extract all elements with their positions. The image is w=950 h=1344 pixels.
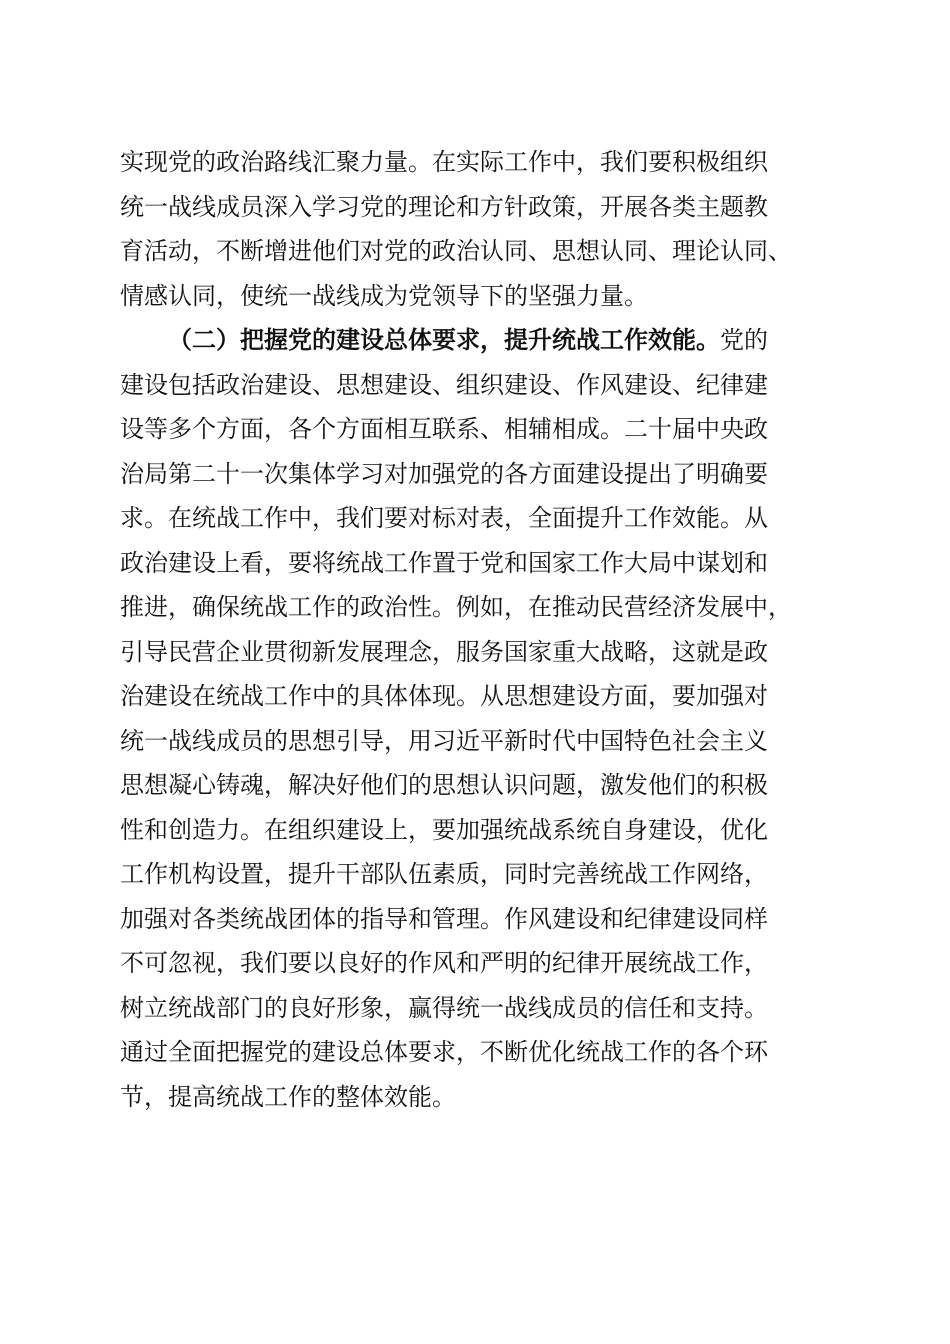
paragraph-line: 建设包括政治建设、思想建设、组织建设、作风建设、纪律建 <box>120 370 768 399</box>
paragraph-line: 不可忽视，我们要以良好的作风和严明的纪律开展统战工作， <box>120 949 768 977</box>
paragraph-line: 树立统战部门的良好形象，赢得统一战线成员的信任和支持。 <box>120 993 768 1022</box>
paragraph-text: 党的 <box>720 326 768 354</box>
section-heading: （二）把握党的建设总体要求，提升统战工作效能。 <box>168 326 720 354</box>
paragraph-line: 治建设在统战工作中的具体体现。从思想建设方面，要加强对 <box>120 682 768 710</box>
paragraph-line: 育活动，不断增进他们对党的政治认同、思想认同、理论认同、 <box>120 237 792 265</box>
paragraph-line: 设等多个方面，各个方面相互联系、相辅相成。二十届中央政 <box>120 415 768 443</box>
paragraph-line: 性和创造力。在组织建设上，要加强统战系统自身建设，优化 <box>120 815 768 844</box>
paragraph-line: 思想凝心铸魂，解决好他们的思想认识问题，激发他们的积极 <box>120 771 768 799</box>
paragraph-line: 工作机构设置，提升干部队伍素质，同时完善统战工作网络， <box>120 860 768 888</box>
paragraph-line: 政治建设上看，要将统战工作置于党和国家工作大局中谋划和 <box>120 548 768 577</box>
paragraph-line: 实现党的政治路线汇聚力量。在实际工作中，我们要积极组织 <box>120 148 768 176</box>
paragraph-line: 节，提高统战工作的整体效能。 <box>120 1082 456 1111</box>
paragraph-line: 求。在统战工作中，我们要对标对表，全面提升工作效能。从 <box>120 504 768 532</box>
paragraph-line: 引导民营企业贯彻新发展理念，服务国家重大战略，这就是政 <box>120 637 768 666</box>
paragraph-line: 统一战线成员深入学习党的理论和方针政策，开展各类主题教 <box>120 192 768 221</box>
paragraph-line: 统一战线成员的思想引导，用习近平新时代中国特色社会主义 <box>120 726 768 755</box>
paragraph-line: 情感认同，使统一战线成为党领导下的坚强力量。 <box>120 281 648 310</box>
paragraph-line: 加强对各类统战团体的指导和管理。作风建设和纪律建设同样 <box>120 904 768 933</box>
paragraph-first-line <box>120 318 840 363</box>
paragraph-1 <box>120 140 840 318</box>
paragraph-line: 治局第二十一次集体学习对加强党的各方面建设提出了明确要 <box>120 459 768 488</box>
paragraph-line: 推进，确保统战工作的政治性。例如，在推动民营经济发展中， <box>120 593 792 621</box>
body-text <box>120 140 840 1119</box>
paragraph-line: 通过全面把握党的建设总体要求，不断优化统战工作的各个环 <box>120 1038 768 1066</box>
paragraph-2 <box>120 318 840 1119</box>
